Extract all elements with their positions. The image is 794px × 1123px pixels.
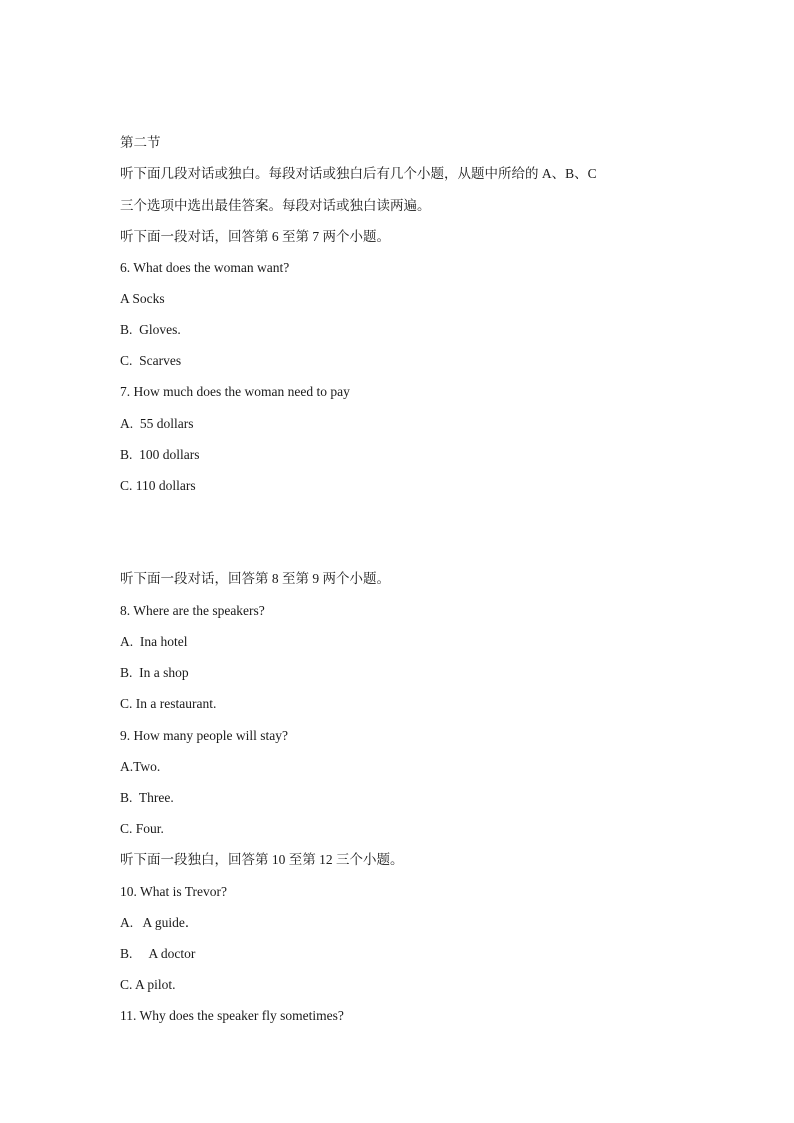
question-6-option-b: B. Gloves. xyxy=(120,322,181,337)
question-8-option-a: A. Ina hotel xyxy=(120,634,188,649)
question-7-option-a: A. 55 dollars xyxy=(120,416,194,431)
question-10-option-a: A. A guide． xyxy=(120,915,199,930)
instructions-line-1: 听下面几段对话或独白。每段对话或独白后有几个小题，从题中所给的 A、B、C xyxy=(120,166,597,181)
question-9-option-a: A.Two. xyxy=(120,759,161,774)
part-3-intro: 听下面一段独白，回答第 10 至第 12 三个小题。 xyxy=(120,852,404,867)
question-8-option-c: C. In a restaurant. xyxy=(120,696,217,711)
section-title: 第二节 xyxy=(120,135,161,150)
question-6-stem: 6. What does the woman want? xyxy=(120,260,290,275)
question-11-stem: 11. Why does the speaker fly sometimes? xyxy=(120,1008,344,1023)
question-7-option-b: B. 100 dollars xyxy=(120,447,200,462)
question-6-option-a: A Socks xyxy=(120,291,165,306)
question-9-option-c: C. Four. xyxy=(120,821,164,836)
part-1-intro: 听下面一段对话，回答第 6 至第 7 两个小题。 xyxy=(120,229,390,244)
question-10-option-c: C. A pilot. xyxy=(120,977,176,992)
question-7-stem: 7. How much does the woman need to pay xyxy=(120,384,350,399)
question-7-option-c: C. 110 dollars xyxy=(120,478,196,493)
question-8-option-b: B. In a shop xyxy=(120,665,189,680)
question-6-option-c: C. Scarves xyxy=(120,353,182,368)
instructions-line-2: 三个选项中选出最佳答案。每段对话或独白读两遍。 xyxy=(120,198,431,213)
question-10-stem: 10. What is Trevor? xyxy=(120,884,227,899)
question-8-stem: 8. Where are the speakers? xyxy=(120,603,265,618)
part-2-intro: 听下面一段对话，回答第 8 至第 9 两个小题。 xyxy=(120,571,390,586)
question-9-stem: 9. How many people will stay? xyxy=(120,728,288,743)
question-10-option-b: B. A doctor xyxy=(120,946,196,961)
question-9-option-b: B. Three. xyxy=(120,790,174,805)
